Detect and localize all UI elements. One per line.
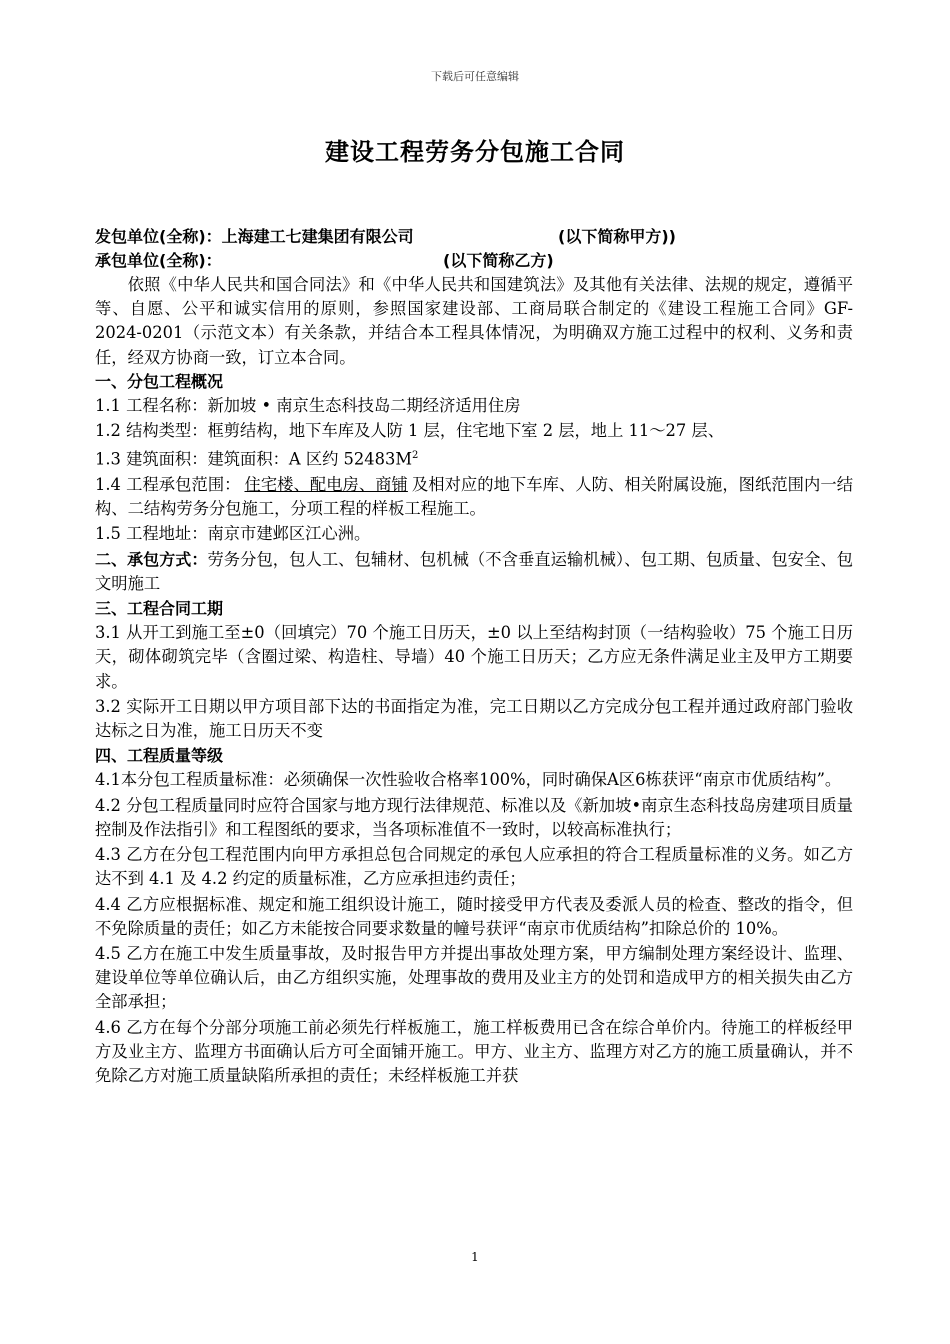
item-4-4: 4.4 乙方应根据标准、规定和施工组织设计施工，随时接受甲方代表及委派人员的检查、整改的指令，但不免除质量的责任；如乙方未能按合同要求数量的幢号获评“南京市优质结构”扣除总价的 10%。 — [95, 894, 853, 938]
employer-suffix: (以下简称甲方)) — [558, 227, 676, 246]
employer-label: 发包单位(全称)： — [95, 227, 222, 246]
item-1-4-scope-underlined: 住宅楼、配电房、商铺 — [244, 475, 408, 495]
item-3-2: 3.2 实际开工日期以甲方项目部下达的书面指定为准，完工日期以乙方完成分包工程并通过政府部门验收达标之日为准，施工日历天不变 — [95, 696, 853, 741]
section-1-heading: 一、分包工程概况 — [95, 371, 224, 391]
employer-name: 上海建工七建集团有限公司 — [221, 227, 414, 246]
section-2-heading: 二、承包方式： — [95, 549, 208, 569]
item-4-6: 4.6 乙方在每个分部分项施工前必须先行样板施工，施工样板费用已含在综合单价内。待施工的样板经甲方及业主方、监理方书面确认后方可全面铺开施工。甲方、业主方、监理方对乙方的施工质量确认，并不免除乙方对施工质量缺陷所承担的责任；未经样板施工并获 — [95, 1017, 853, 1085]
item-1-4-prefix: 1.4 工程承包范围： — [95, 475, 241, 495]
item-4-2: 4.2 分包工程质量同时应符合国家与地方现行法律规范、标准以及《新加坡•南京生态科技岛房建项目质量控制及作法指引》和工程图纸的要求，当各项标准值不一致时，以较高标准执行； — [95, 795, 853, 839]
item-1-4 — [95, 473, 853, 521]
item-1-3-text: 1.3 建筑面积：建筑面积：A 区约 52483M — [95, 449, 413, 469]
item-4-1: 4.1本分包工程质量标准：必须确保一次性验收合格率100%，同时确保A区6栋获评“南京市优质结构”。 — [95, 770, 842, 790]
item-1-5: 1.5 工程地址：南京市建邺区江心洲。 — [95, 524, 371, 544]
section-3-heading: 三、工程合同工期 — [95, 599, 224, 619]
page-number: 1 — [471, 1250, 479, 1264]
section-4-heading: 四、工程质量等级 — [95, 746, 224, 766]
item-1-3 — [95, 444, 853, 472]
item-1-3-superscript: 2 — [412, 450, 419, 462]
item-3-1: 3.1 从开工到施工至±0（回填完）70 个施工日历天，±0 以上至结构封顶（一结构验收）75 个施工日历天，砌体砌筑完毕（含圈过梁、构造柱、导墙）40 个施工日历天；乙方应无条件满足业主及甲方工期要求。 — [95, 623, 853, 691]
item-4-3: 4.3 乙方在分包工程范围内向甲方承担总包合同规定的承包人应承担的符合工程质量标准的义务。如乙方达不到 4.1 及 4.2 约定的质量标准，乙方应承担违约责任； — [95, 845, 853, 889]
contractor-suffix: (以下简称乙方) — [443, 251, 554, 270]
employer-line — [95, 225, 853, 249]
header-note: 下载后可任意编辑 — [431, 70, 519, 83]
preamble-paragraph: 依照《中华人民共和国合同法》和《中华人民共和国建筑法》及其他有关法律、法规的规定，遵循平等、自愿、公平和诚实信用的原则，参照国家建设部、工商局联合制定的《建设工程施工合同》GF-2024-0201（示范文本）有关条款，并结合本工程具体情况，为明确双方施工过程中的权利、义务和责任，经双方协商一致，订立本合同。 — [95, 275, 853, 367]
document-body — [95, 225, 853, 1089]
section-2 — [95, 548, 853, 596]
item-4-5: 4.5 乙方在施工中发生质量事故，及时报告甲方并提出事故处理方案，甲方编制处理方案经设计、监理、建设单位等单位确认后，由乙方组织实施，处理事故的费用及业主方的处罚和造成甲方的相关损失由乙方全部承担； — [95, 943, 853, 1012]
item-1-2: 1.2 结构类型：框剪结构，地下车库及人防 1 层，住宅地下室 2 层，地上 11～27 层、 — [95, 421, 724, 441]
contractor-label: 承包单位(全称)： — [95, 251, 222, 270]
contractor-line — [95, 249, 853, 273]
item-1-4-rest: 及相对应的地下车库、人防、相关附属设施，图纸范围内一结构、二结构劳务分包施工，分项工程的样板工程施工。 — [95, 475, 853, 519]
document-title: 建设工程劳务分包施工合同 — [325, 138, 625, 166]
item-1-1: 1.1 工程名称：新加坡 • 南京生态科技岛二期经济适用住房 — [95, 396, 521, 416]
section-2-text: 劳务分包，包人工、包辅材、包机械（不含垂直运输机械）、包工期、包质量、包安全、包文明施工 — [95, 549, 853, 593]
